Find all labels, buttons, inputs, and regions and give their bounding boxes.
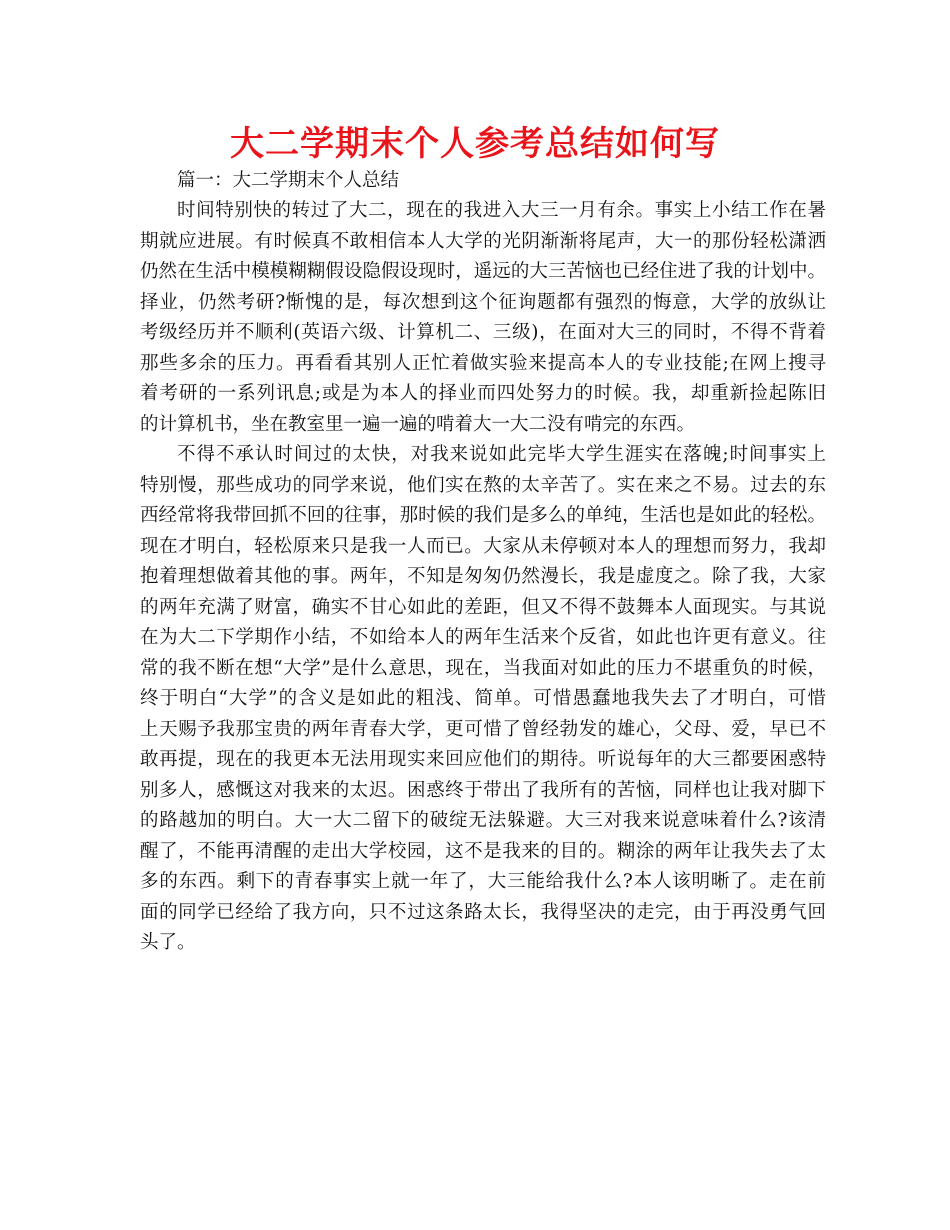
- paragraph-2: [140, 440, 826, 959]
- paragraph-line: 敢再提，现在的我更本无法用现实来回应他们的期待。听说每年的大三都要困惑特: [140, 749, 826, 770]
- paragraph-line: 上天赐予我那宝贵的两年青春大学，更可惜了曾经勃发的雄心，父母、爱，早已不: [140, 718, 826, 740]
- paragraph-line: 不得不承认时间过的太快，对我来说如此完毕大学生涯实在落魄;时间事实上: [177, 444, 826, 465]
- paragraph-line: 现在才明白，轻松原来只是我一人而已。大家从未停顿对本人的理想而努力，我却: [140, 535, 826, 557]
- paragraph-line: 的两年充满了财富，确实不甘心如此的差距，但又不得不鼓舞本人面现实。与其说: [140, 596, 826, 618]
- paragraph-line: 抱着理想做着其他的事。两年，不知是匆匆仍然漫长，我是虚度之。除了我，大家: [140, 566, 826, 587]
- paragraph-line: 在为大二下学期作小结，不如给本人的两年生活来个反省，如此也许更有意义。往: [140, 627, 826, 648]
- paragraph-line: 的计算机书，坐在教室里一遍一遍的啃着大一大二没有啃完的东西。: [140, 413, 696, 435]
- paragraph-line: 着考研的一系列讯息;或是为本人的择业而四处努力的时候。我，却重新捡起陈旧: [140, 383, 826, 404]
- paragraph-line: 考级经历并不顺利(英语六级、计算机二、三级)，在面对大三的同时，不得不背着: [140, 322, 826, 343]
- paragraph-line: 特别慢，那些成功的同学来说，他们实在熬的太辛苦了。实在来之不易。过去的东: [140, 474, 826, 496]
- paragraph-line: 终于明白“大学”的含义是如此的粗浅、简单。可惜愚蠢地我失去了才明白，可惜: [140, 688, 826, 709]
- document-body: [140, 166, 826, 959]
- paragraph-line: 醒了，不能再清醒的走出大学校园，这不是我来的目的。糊涂的两年让我失去了太: [140, 840, 826, 862]
- paragraph-line: 的路越加的明白。大一大二留下的破绽无法躲避。大三对我来说意味着什么?该清: [140, 810, 826, 831]
- paragraph-1: [140, 196, 826, 440]
- paragraph-line: 多的东西。剩下的青春事实上就一年了，大三能给我什么?本人该明晰了。走在前: [140, 871, 826, 892]
- section-subheading: 篇一：大二学期末个人总结: [177, 170, 400, 191]
- paragraph-line: 别多人，感慨这对我来的太迟。困惑终于带出了我所有的苦恼，同样也让我对脚下: [140, 779, 826, 801]
- paragraph-line: 那些多余的压力。再看看其别人正忙着做实验来提高本人的专业技能;在网上搜寻: [140, 352, 826, 374]
- paragraph-line: 择业，仍然考研?惭愧的是，每次想到这个征询题都有强烈的悔意，大学的放纵让: [140, 291, 826, 313]
- paragraph-line: 西经常将我带回抓不回的往事，那时候的我们是多么的单纯，生活也是如此的轻松。: [140, 505, 826, 526]
- paragraph-line: 仍然在生活中模模糊糊假设隐假设现时，遥远的大三苦恼也已经住进了我的计划中。: [140, 261, 826, 282]
- paragraph-line: 头了。: [140, 932, 196, 953]
- paragraph-line: 时间特别快的转过了大二，现在的我进入大三一月有余。事实上小结工作在暑: [177, 200, 826, 221]
- paragraph-line: 期就应进展。有时候真不敢相信本人大学的光阴渐渐将尾声，大一的那份轻松潇洒: [140, 230, 826, 252]
- paragraph-line: 常的我不断在想“大学”是什么意思，现在，当我面对如此的压力不堪重负的时候，: [140, 657, 826, 679]
- document-title: 大二学期末个人参考总结如何写: [230, 124, 720, 164]
- paragraph-line: 面的同学已经给了我方向，只不过这条路太长，我得坚决的走完，由于再没勇气回: [140, 901, 826, 923]
